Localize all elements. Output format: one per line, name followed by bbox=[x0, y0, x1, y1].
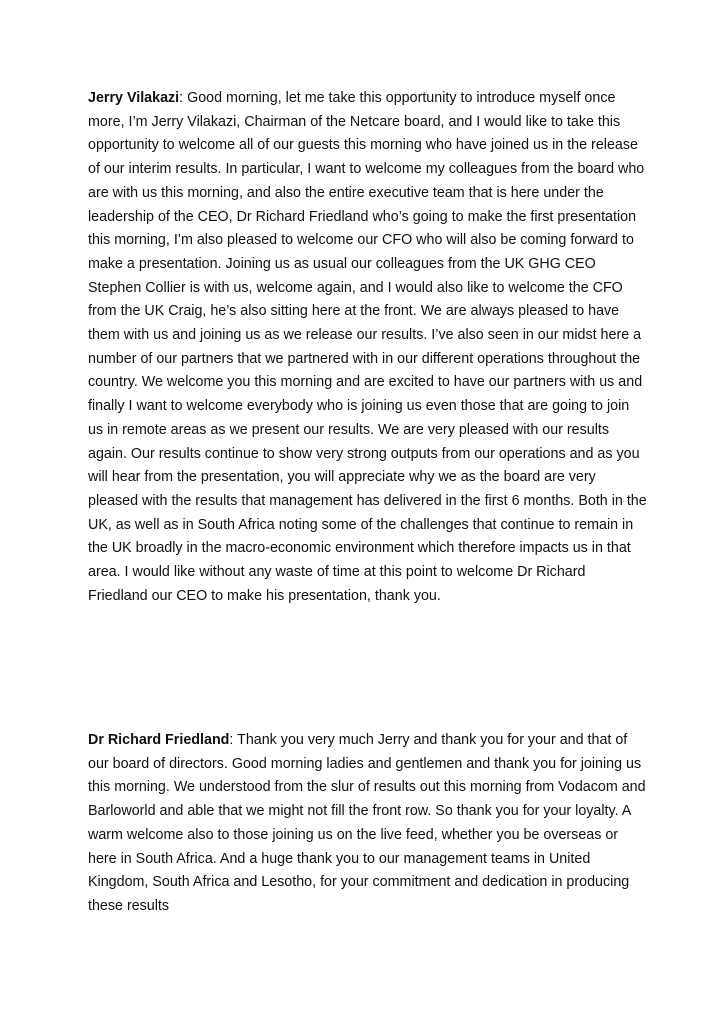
speech-paragraph-richard-friedland bbox=[88, 729, 648, 919]
speech-text: : Thank you very much Jerry and thank you for your and that of our board of directors. Good morning ladies and gentlemen and thank you for joining us this morning. We understood from the slur of results out this morning from Vodacom and Barloworld and able that we might not fill the front row. So thank you for your loyalty. A warm welcome also to those joining us on the live feed, whether you be overseas or here in South Africa. And a huge thank you to our management teams in United Kingdom, South Africa and Lesotho, for your commitment and dedication in producing these results bbox=[88, 732, 646, 914]
speech-text: : Good morning, let me take this opportunity to introduce myself once more, I’m Jerry Vilakazi, Chairman of the Netcare board, and I would like to take this opportunity to welcome all of our guests this morning who have joined us in the release of our interim results. In particular, I want to welcome my colleagues from the board who are with us this morning, and also the entire executive team that is here under the leadership of the CEO, Dr Richard Friedland who’s going to make the first presentation this morning, I’m also pleased to welcome our CFO who will also be coming forward to make a presentation. Joining us as usual our colleagues from the UK GHG CEO Stephen Collier is with us, welcome again, and I would also like to welcome the CFO from the UK Craig, he’s also sitting here at the front. We are always pleased to have them with us and joining us as we release our results. I’ve also seen in our midst here a number of our partners that we partnered with in our different operations throughout the country. We welcome you this morning and are excited to have our partners with us and finally I want to welcome everybody who is joining us even those that are going to join us in remote areas as we present our results. We are very pleased with our results again. Our results continue to show very strong outputs from our operations and as you will hear from the presentation, you will appreciate why we as the board are very pleased with the results that management has delivered in the first 6 months. Both in the UK, as well as in South Africa noting some of the challenges that continue to remain in the UK broadly in the macro-economic environment which therefore impacts us in that area. I would like without any waste of time at this point to welcome Dr Richard Friedland our CEO to make his presentation, thank you. bbox=[88, 90, 647, 604]
speech-paragraph-jerry-vilakazi bbox=[88, 87, 648, 608]
speaker-name: Dr Richard Friedland bbox=[88, 732, 230, 748]
speaker-name: Jerry Vilakazi bbox=[88, 90, 180, 106]
